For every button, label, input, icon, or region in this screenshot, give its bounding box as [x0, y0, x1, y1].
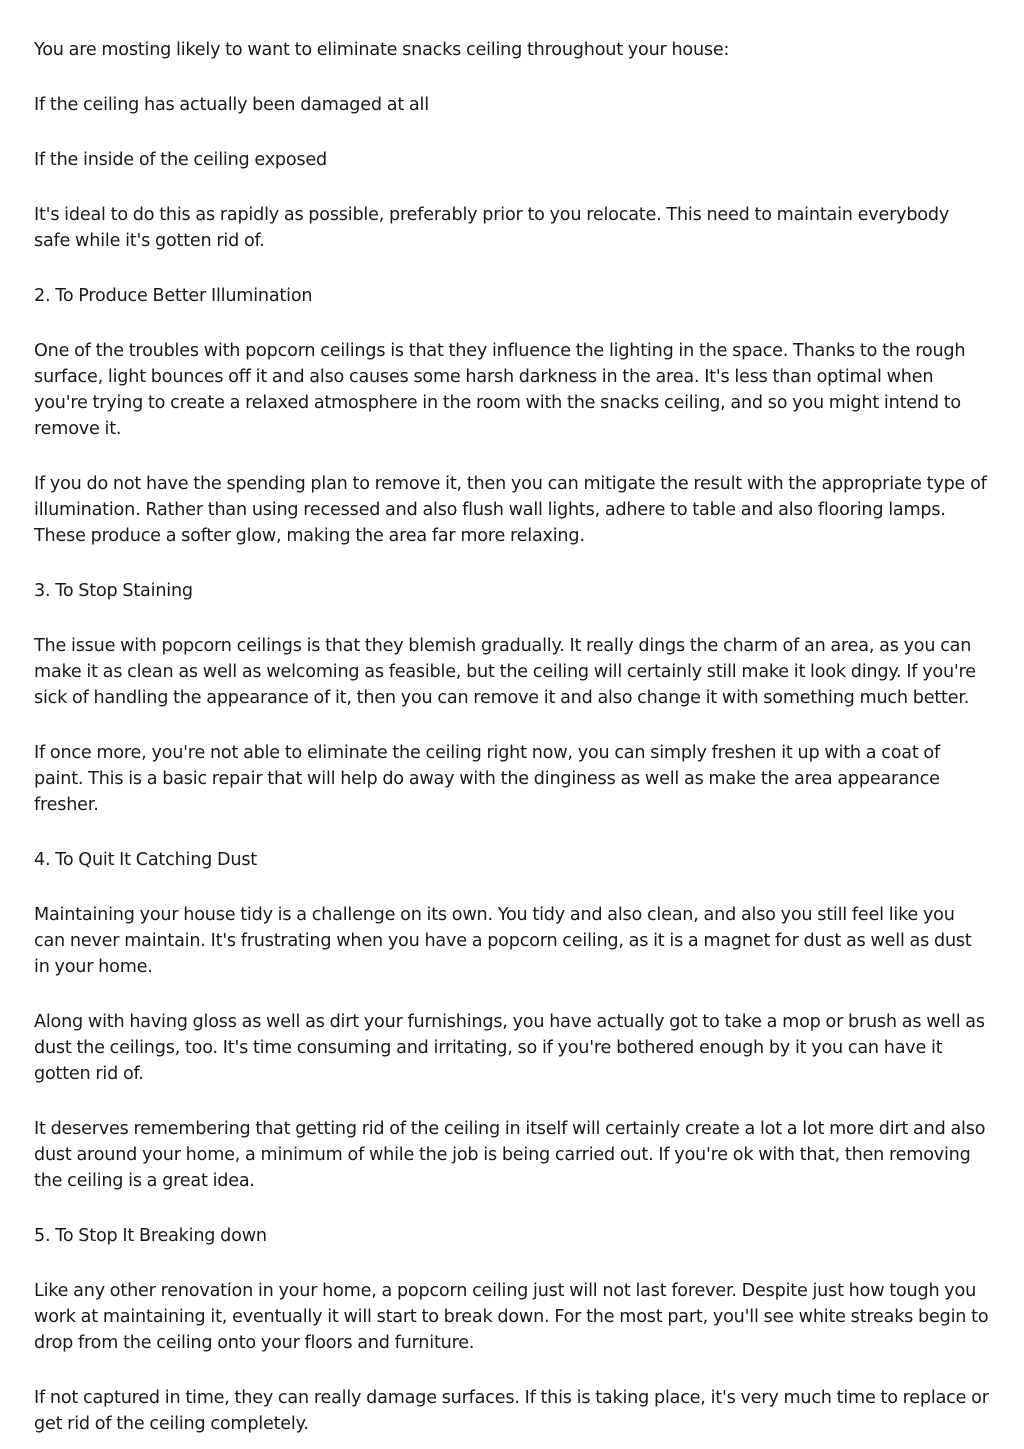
paragraph-paint: If once more, you're not able to eliminate the ceiling right now, you can simply freshen it up with a coat of paint. This is a basic repair that will help do away with the dinginess as well as make the area appearance fresher. [34, 743, 940, 815]
paragraph-mop: Along with having gloss as well as dirt your furnishings, you have actually got to take a mop or brush as well as dust the ceilings, too. It's time consuming and irritating, so if you're bothered enough by it you can have it gotten rid of. [34, 1012, 985, 1084]
paragraph-damaged: If the ceiling has actually been damaged at all [34, 95, 429, 115]
paragraph-captured: If not captured in time, they can really damage surfaces. If this is taking place, it's very much time to replace or get rid of the ceiling completely. [34, 1388, 989, 1434]
heading-breaking-down: 5. To Stop It Breaking down [34, 1226, 267, 1246]
heading-illumination: 2. To Produce Better Illumination [34, 286, 313, 306]
paragraph-remembering: It deserves remembering that getting rid of the ceiling in itself will certainly create a lot a lot more dirt and also dust around your home, a minimum of while the job is being carried out. If you're ok with that, then removing the ceiling is a great idea. [34, 1119, 986, 1191]
paragraph-exposed: If the inside of the ceiling exposed [34, 150, 328, 170]
paragraph-lighting: One of the troubles with popcorn ceilings is that they influence the lighting in the space. Thanks to the rough surface, light bounces off it and also causes some harsh darkness in the area. It's less than optimal when you're trying to create a relaxed atmosphere in the room with the snacks ceiling, and so you might intend to remove it. [34, 341, 966, 439]
paragraph-blemish: The issue with popcorn ceilings is that they blemish gradually. It really dings the charm of an area, as you can make it as clean as well as welcoming as feasible, but the ceiling will certainly still make it look dingy. If you're sick of handling the appearance of it, then you can remove it and also change it with something much better. [34, 636, 976, 708]
paragraph-renovation: Like any other renovation in your home, a popcorn ceiling just will not last forever. Despite just how tough you work at maintaining it, eventually it will start to break down. For the most part, you'll see white streaks begin to drop from the ceiling onto your floors and furniture. [34, 1281, 989, 1353]
paragraph-budget: If you do not have the spending plan to remove it, then you can mitigate the result with the appropriate type of illumination. Rather than using recessed and also flush wall lights, adhere to table and also flooring lamps. These produce a softer glow, making the area far more relaxing. [34, 474, 987, 546]
heading-dust: 4. To Quit It Catching Dust [34, 850, 257, 870]
paragraph-tidy: Maintaining your house tidy is a challenge on its own. You tidy and also clean, and also you still feel like you can never maintain. It's frustrating when you have a popcorn ceiling, as it is a magnet for dust as well as dust in your home. [34, 905, 972, 977]
paragraph-rapidly: It's ideal to do this as rapidly as possible, preferably prior to you relocate. This need to maintain everybody safe while it's gotten rid of. [34, 205, 950, 251]
heading-staining: 3. To Stop Staining [34, 581, 193, 601]
paragraph-intro: You are mosting likely to want to eliminate snacks ceiling throughout your house: [34, 40, 730, 60]
